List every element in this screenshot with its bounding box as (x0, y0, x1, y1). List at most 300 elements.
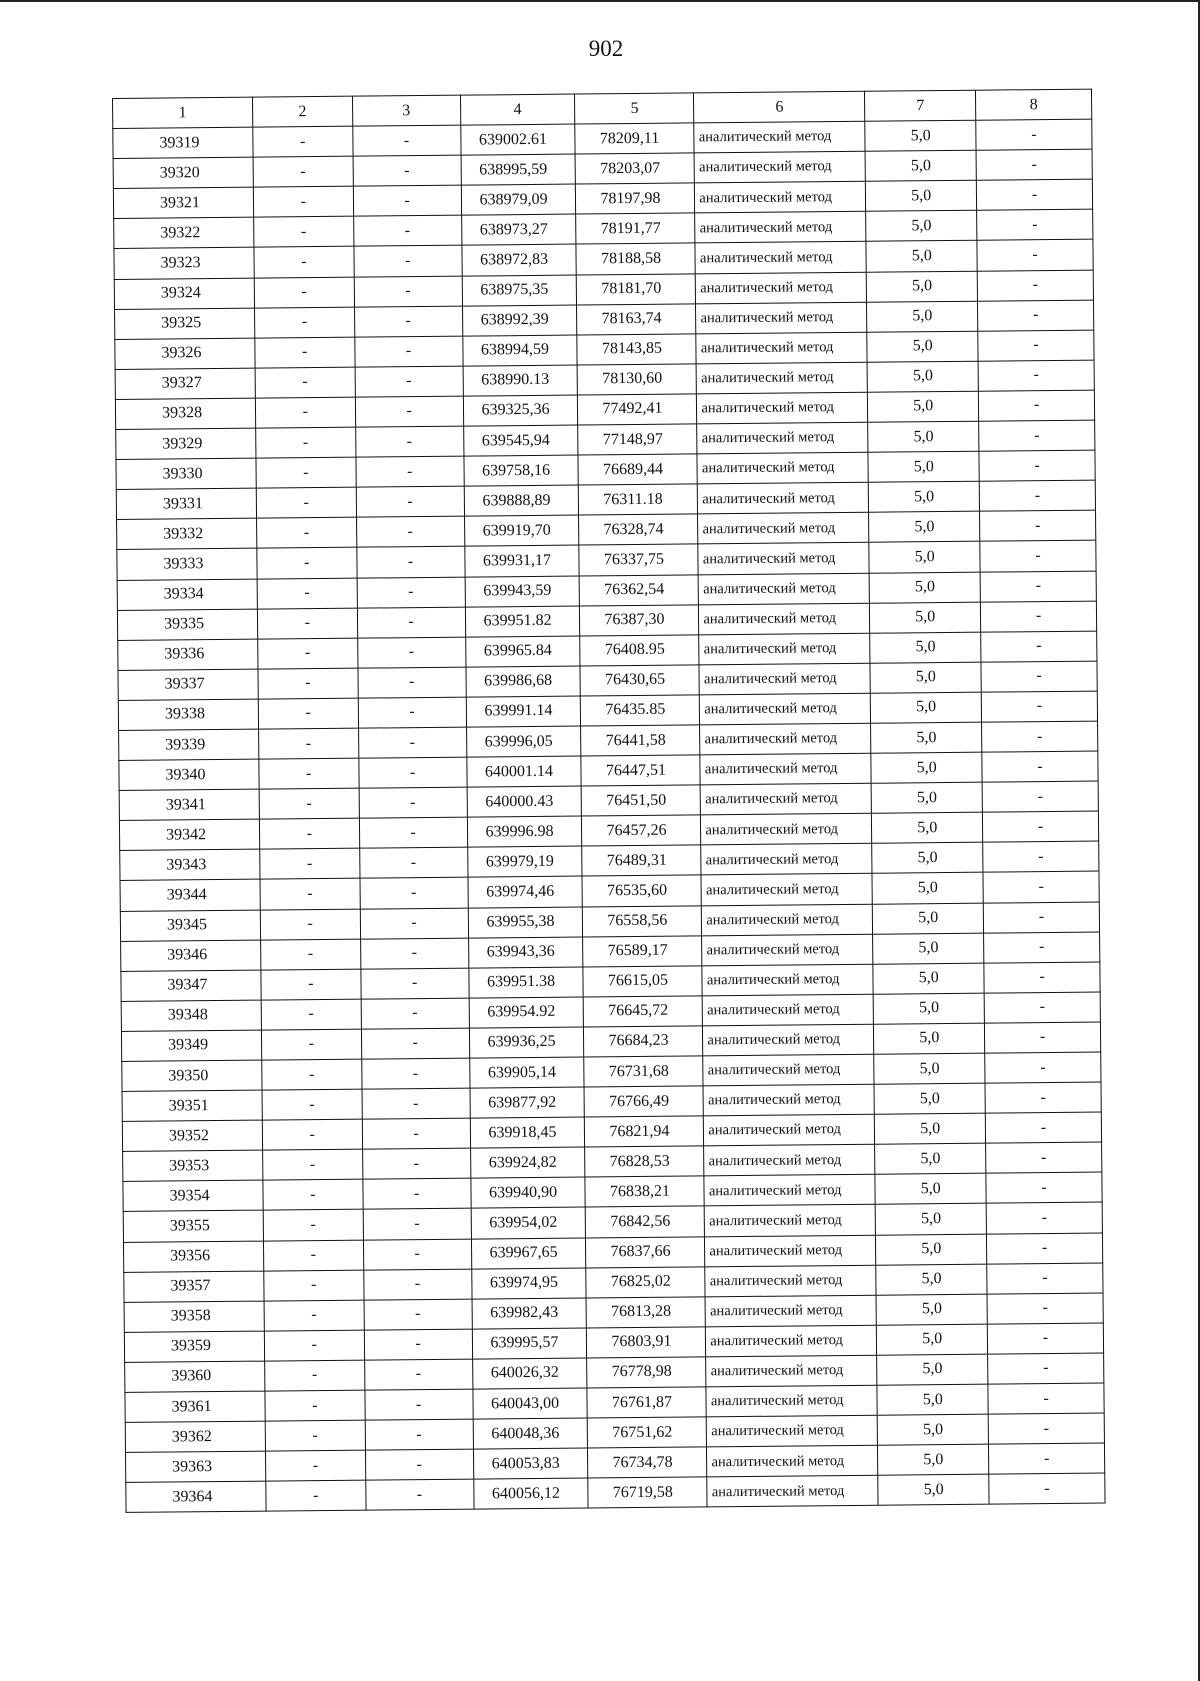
col3-cell: - (357, 577, 465, 608)
col8-cell: - (977, 270, 1093, 301)
col8-cell: - (987, 1323, 1103, 1354)
point-number-cell: 39333 (117, 549, 257, 580)
col8-cell: - (978, 300, 1094, 331)
method-cell: аналитический метод (698, 513, 869, 545)
accuracy-cell: 5,0 (874, 1083, 985, 1114)
point-number-cell: 39355 (123, 1211, 263, 1242)
point-number-cell: 39354 (123, 1180, 263, 1211)
coordinates-table (112, 89, 1106, 1514)
y-coordinate-cell: 76821,94 (585, 1116, 704, 1147)
col3-cell: - (362, 1088, 470, 1119)
point-number-cell: 39364 (126, 1481, 266, 1512)
accuracy-cell: 5,0 (872, 843, 983, 874)
y-coordinate-cell: 76387,30 (580, 604, 699, 635)
col3-cell: - (358, 727, 466, 758)
col2-cell: - (259, 758, 359, 789)
y-coordinate-cell: 76778,98 (587, 1357, 706, 1388)
method-cell: аналитический метод (701, 813, 872, 845)
col3-cell: - (353, 185, 461, 216)
method-cell: аналитический метод (701, 874, 872, 906)
method-cell: аналитический метод (706, 1355, 877, 1387)
y-coordinate-cell: 76751,62 (588, 1417, 707, 1448)
accuracy-cell: 5,0 (875, 1113, 986, 1144)
y-coordinate-cell: 78181,70 (577, 273, 696, 304)
method-cell: аналитический метод (694, 151, 865, 183)
y-coordinate-cell: 76451,50 (582, 785, 701, 816)
col3-cell: - (365, 1389, 473, 1420)
method-cell: аналитический метод (704, 1114, 875, 1146)
col2-cell: - (258, 668, 358, 699)
col8-cell: - (981, 691, 1097, 722)
x-coordinate-cell: 639924,82 (470, 1147, 585, 1178)
y-coordinate-cell: 76731,68 (584, 1056, 703, 1087)
col3-cell: - (365, 1419, 473, 1450)
x-coordinate-cell: 639982,43 (472, 1298, 587, 1329)
point-number-cell: 39349 (121, 1030, 261, 1061)
col3-cell: - (355, 336, 463, 367)
x-coordinate-cell: 639951.38 (468, 967, 583, 998)
col8-cell: - (982, 781, 1098, 812)
accuracy-cell: 5,0 (873, 933, 984, 964)
col3-cell: - (363, 1269, 471, 1300)
col2-cell: - (260, 909, 360, 940)
col3-cell: - (366, 1479, 474, 1510)
point-number-cell: 39351 (122, 1090, 262, 1121)
col3-cell: - (361, 968, 469, 999)
x-coordinate-cell: 639936,25 (469, 1027, 584, 1058)
x-coordinate-cell: 639967,65 (471, 1238, 586, 1269)
column-header: 6 (694, 91, 865, 123)
col8-cell: - (982, 721, 1098, 752)
col3-cell: - (360, 908, 468, 939)
x-coordinate-cell: 639758,16 (463, 455, 578, 486)
col3-cell: - (361, 1058, 469, 1089)
col3-cell: - (357, 637, 465, 668)
point-number-cell: 39330 (116, 458, 256, 489)
col2-cell: - (257, 608, 357, 639)
col3-cell: - (363, 1178, 471, 1209)
col2-cell: - (264, 1330, 364, 1361)
col2-cell: - (260, 849, 360, 880)
point-number-cell: 39350 (122, 1060, 262, 1091)
method-cell: аналитический метод (695, 242, 866, 274)
col8-cell: - (979, 390, 1095, 421)
column-header: 8 (976, 89, 1092, 120)
method-cell: аналитический метод (703, 994, 874, 1026)
method-cell: аналитический метод (699, 573, 870, 605)
x-coordinate-cell: 639931,17 (464, 545, 579, 576)
method-cell: аналитический метод (697, 422, 868, 454)
y-coordinate-cell: 76825,02 (586, 1267, 705, 1298)
x-coordinate-cell: 639888,89 (464, 485, 579, 516)
col2-cell: - (261, 969, 361, 1000)
col2-cell: - (259, 818, 359, 849)
x-coordinate-cell: 639951.82 (465, 606, 580, 637)
col8-cell: - (987, 1233, 1103, 1264)
accuracy-cell: 5,0 (878, 1444, 989, 1475)
x-coordinate-cell: 639974,46 (468, 876, 583, 907)
accuracy-cell: 5,0 (865, 150, 976, 181)
accuracy-cell: 5,0 (874, 1053, 985, 1084)
col2-cell: - (258, 638, 358, 669)
col2-cell: - (259, 788, 359, 819)
method-cell: аналитический метод (699, 603, 870, 635)
y-coordinate-cell: 78191,77 (576, 213, 695, 244)
col3-cell: - (354, 276, 462, 307)
point-number-cell: 39363 (126, 1451, 266, 1482)
y-coordinate-cell: 76457,26 (582, 815, 701, 846)
y-coordinate-cell: 78203,07 (576, 153, 695, 184)
col2-cell: - (256, 427, 356, 458)
accuracy-cell: 5,0 (867, 331, 978, 362)
col2-cell: - (253, 126, 353, 157)
x-coordinate-cell: 639002.61 (460, 124, 575, 155)
col8-cell: - (980, 571, 1096, 602)
point-number-cell: 39362 (125, 1421, 265, 1452)
col3-cell: - (353, 155, 461, 186)
col8-cell: - (981, 631, 1097, 662)
col8-cell: - (983, 841, 1099, 872)
accuracy-cell: 5,0 (867, 301, 978, 332)
y-coordinate-cell: 76842,56 (586, 1206, 705, 1237)
col3-cell: - (358, 667, 466, 698)
col3-cell: - (360, 878, 468, 909)
accuracy-cell: 5,0 (867, 361, 978, 392)
method-cell: аналитический метод (696, 302, 867, 334)
y-coordinate-cell: 76615,05 (583, 966, 702, 997)
col8-cell: - (985, 1052, 1101, 1083)
col2-cell: - (260, 879, 360, 910)
col8-cell: - (979, 420, 1095, 451)
point-number-cell: 39325 (115, 308, 255, 339)
accuracy-cell: 5,0 (873, 963, 984, 994)
col2-cell: - (254, 217, 354, 248)
y-coordinate-cell: 76430,65 (580, 665, 699, 696)
col2-cell: - (261, 1029, 361, 1060)
y-coordinate-cell: 78130,60 (578, 364, 697, 395)
y-coordinate-cell: 76311.18 (579, 484, 698, 515)
col2-cell: - (263, 1210, 363, 1241)
point-number-cell: 39334 (117, 579, 257, 610)
accuracy-cell: 5,0 (875, 1174, 986, 1205)
col3-cell: - (364, 1359, 472, 1390)
x-coordinate-cell: 639979,19 (467, 846, 582, 877)
y-coordinate-cell: 76719,58 (588, 1477, 707, 1508)
point-number-cell: 39324 (114, 278, 254, 309)
method-cell: аналитический метод (700, 723, 871, 755)
col3-cell: - (361, 1028, 469, 1059)
method-cell: аналитический метод (698, 482, 869, 514)
accuracy-cell: 5,0 (873, 993, 984, 1024)
col2-cell: - (258, 698, 358, 729)
method-cell: аналитический метод (696, 332, 867, 364)
x-coordinate-cell: 639940,90 (470, 1177, 585, 1208)
accuracy-cell: 5,0 (877, 1354, 988, 1385)
point-number-cell: 39346 (121, 940, 261, 971)
method-cell: аналитический метод (703, 1084, 874, 1116)
accuracy-cell: 5,0 (876, 1264, 987, 1295)
accuracy-cell: 5,0 (876, 1204, 987, 1235)
x-coordinate-cell: 640001.14 (466, 756, 581, 787)
point-number-cell: 39359 (124, 1331, 264, 1362)
x-coordinate-cell: 640053,83 (473, 1448, 588, 1479)
point-number-cell: 39348 (121, 1000, 261, 1031)
col8-cell: - (986, 1172, 1102, 1203)
col3-cell: - (361, 998, 469, 1029)
col8-cell: - (986, 1142, 1102, 1173)
point-number-cell: 39321 (113, 187, 253, 218)
x-coordinate-cell: 639974,95 (471, 1268, 586, 1299)
col8-cell: - (977, 240, 1093, 271)
point-number-cell: 39353 (123, 1150, 263, 1181)
accuracy-cell: 5,0 (865, 120, 976, 151)
y-coordinate-cell: 76447,51 (581, 755, 700, 786)
y-coordinate-cell: 76803,91 (587, 1327, 706, 1358)
y-coordinate-cell: 76684,23 (584, 1026, 703, 1057)
col8-cell: - (986, 1203, 1102, 1234)
y-coordinate-cell: 76589,17 (583, 936, 702, 967)
col3-cell: - (363, 1239, 471, 1270)
method-cell: аналитический метод (701, 783, 872, 815)
point-number-cell: 39337 (118, 669, 258, 700)
method-cell: аналитический метод (705, 1205, 876, 1237)
y-coordinate-cell: 77492,41 (578, 394, 697, 425)
col3-cell: - (365, 1449, 473, 1480)
y-coordinate-cell: 76766,49 (584, 1086, 703, 1117)
y-coordinate-cell: 76435.85 (581, 695, 700, 726)
x-coordinate-cell: 639954,02 (471, 1207, 586, 1238)
accuracy-cell: 5,0 (872, 812, 983, 843)
x-coordinate-cell: 640056,12 (473, 1478, 588, 1509)
method-cell: аналитический метод (697, 452, 868, 484)
col8-cell: - (985, 1022, 1101, 1053)
col3-cell: - (362, 1118, 470, 1149)
accuracy-cell: 5,0 (866, 241, 977, 272)
point-number-cell: 39327 (115, 368, 255, 399)
column-header: 1 (113, 97, 253, 128)
method-cell: аналитический метод (699, 633, 870, 665)
col2-cell: - (262, 1059, 362, 1090)
col8-cell: - (987, 1293, 1103, 1324)
column-header: 4 (460, 94, 575, 125)
col2-cell: - (254, 277, 354, 308)
col2-cell: - (264, 1300, 364, 1331)
method-cell: аналитический метод (702, 904, 873, 936)
col3-cell: - (362, 1148, 470, 1179)
y-coordinate-cell: 76558,56 (583, 905, 702, 936)
x-coordinate-cell: 639954.92 (469, 997, 584, 1028)
col8-cell: - (979, 450, 1095, 481)
col2-cell: - (256, 517, 356, 548)
x-coordinate-cell: 638972,83 (461, 245, 576, 276)
method-cell: аналитический метод (702, 934, 873, 966)
col8-cell: - (976, 119, 1092, 150)
accuracy-cell: 5,0 (871, 722, 982, 753)
col3-cell: - (357, 547, 465, 578)
y-coordinate-cell: 76828,53 (585, 1146, 704, 1177)
col3-cell: - (356, 516, 464, 547)
col2-cell: - (262, 1149, 362, 1180)
col8-cell: - (984, 932, 1100, 963)
point-number-cell: 39356 (123, 1241, 263, 1272)
x-coordinate-cell: 640000.43 (467, 786, 582, 817)
y-coordinate-cell: 76362,54 (580, 574, 699, 605)
x-coordinate-cell: 639996,05 (466, 726, 581, 757)
point-number-cell: 39341 (119, 789, 259, 820)
point-number-cell: 39335 (117, 609, 257, 640)
col8-cell: - (981, 601, 1097, 632)
col8-cell: - (980, 510, 1096, 541)
col2-cell: - (255, 337, 355, 368)
y-coordinate-cell: 78163,74 (577, 304, 696, 335)
col2-cell: - (265, 1420, 365, 1451)
col3-cell: - (354, 246, 462, 277)
col2-cell: - (263, 1240, 363, 1271)
point-number-cell: 39338 (118, 699, 258, 730)
y-coordinate-cell: 78143,85 (577, 334, 696, 365)
point-number-cell: 39320 (113, 157, 253, 188)
method-cell: аналитический метод (695, 212, 866, 244)
column-header: 7 (865, 90, 976, 121)
point-number-cell: 39360 (125, 1361, 265, 1392)
x-coordinate-cell: 638979,09 (461, 184, 576, 215)
col8-cell: - (988, 1383, 1104, 1414)
x-coordinate-cell: 639943,59 (465, 576, 580, 607)
col2-cell: - (264, 1270, 364, 1301)
y-coordinate-cell: 76761,87 (587, 1387, 706, 1418)
method-cell: аналитический метод (705, 1235, 876, 1267)
col3-cell: - (356, 456, 464, 487)
y-coordinate-cell: 76441,58 (581, 725, 700, 756)
col3-cell: - (357, 607, 465, 638)
point-number-cell: 39344 (120, 880, 260, 911)
y-coordinate-cell: 76408.95 (580, 635, 699, 666)
point-number-cell: 39352 (122, 1120, 262, 1151)
col3-cell: - (359, 847, 467, 878)
col8-cell: - (983, 871, 1099, 902)
method-cell: аналитический метод (696, 362, 867, 394)
method-cell: аналитический метод (698, 543, 869, 575)
y-coordinate-cell: 76337,75 (579, 544, 698, 575)
col8-cell: - (983, 811, 1099, 842)
col8-cell: - (978, 330, 1094, 361)
col2-cell: - (256, 457, 356, 488)
col3-cell: - (360, 938, 468, 969)
method-cell: аналитический метод (702, 964, 873, 996)
accuracy-cell: 5,0 (869, 481, 980, 512)
method-cell: аналитический метод (696, 272, 867, 304)
method-cell: аналитический метод (705, 1295, 876, 1327)
x-coordinate-cell: 639919,70 (464, 515, 579, 546)
col8-cell: - (989, 1473, 1105, 1504)
col2-cell: - (265, 1360, 365, 1391)
point-number-cell: 39319 (113, 127, 253, 158)
page-number: 902 (588, 36, 624, 61)
accuracy-cell: 5,0 (866, 211, 977, 242)
accuracy-cell: 5,0 (869, 512, 980, 543)
method-cell: аналитический метод (703, 1054, 874, 1086)
method-cell: аналитический метод (695, 182, 866, 214)
y-coordinate-cell: 76489,31 (582, 845, 701, 876)
point-number-cell: 39339 (119, 729, 259, 760)
col3-cell: - (364, 1299, 472, 1330)
accuracy-cell: 5,0 (877, 1324, 988, 1355)
method-cell: аналитический метод (697, 392, 868, 424)
point-number-cell: 39361 (125, 1391, 265, 1422)
point-number-cell: 39357 (124, 1271, 264, 1302)
col8-cell: - (981, 661, 1097, 692)
column-header: 3 (352, 95, 460, 126)
col8-cell: - (985, 1112, 1101, 1143)
x-coordinate-cell: 639955,38 (468, 907, 583, 938)
x-coordinate-cell: 639877,92 (470, 1087, 585, 1118)
y-coordinate-cell: 76645,72 (584, 996, 703, 1027)
y-coordinate-cell: 78197,98 (576, 183, 695, 214)
accuracy-cell: 5,0 (871, 782, 982, 813)
accuracy-cell: 5,0 (878, 1474, 989, 1505)
accuracy-cell: 5,0 (867, 271, 978, 302)
point-number-cell: 39332 (117, 518, 257, 549)
accuracy-cell: 5,0 (870, 662, 981, 693)
col8-cell: - (988, 1353, 1104, 1384)
method-cell: аналитический метод (699, 663, 870, 695)
col8-cell: - (983, 902, 1099, 933)
col8-cell: - (977, 209, 1093, 240)
x-coordinate-cell: 639545,94 (463, 425, 578, 456)
method-cell: аналитический метод (704, 1145, 875, 1177)
col8-cell: - (980, 540, 1096, 571)
accuracy-cell: 5,0 (871, 692, 982, 723)
point-number-cell: 39345 (120, 910, 260, 941)
col2-cell: - (265, 1390, 365, 1421)
col8-cell: - (987, 1263, 1103, 1294)
accuracy-cell: 5,0 (869, 572, 980, 603)
x-coordinate-cell: 638973,27 (461, 214, 576, 245)
accuracy-cell: 5,0 (876, 1294, 987, 1325)
x-coordinate-cell: 639986,68 (466, 666, 581, 697)
col3-cell: - (356, 486, 464, 517)
method-cell: аналитический метод (706, 1385, 877, 1417)
y-coordinate-cell: 76838,21 (585, 1176, 704, 1207)
point-number-cell: 39328 (115, 398, 255, 429)
method-cell: аналитический метод (700, 693, 871, 725)
accuracy-cell: 5,0 (869, 542, 980, 573)
col8-cell: - (977, 179, 1093, 210)
accuracy-cell: 5,0 (878, 1414, 989, 1445)
method-cell: аналитический метод (706, 1325, 877, 1357)
y-coordinate-cell: 78209,11 (575, 123, 694, 154)
point-number-cell: 39326 (115, 338, 255, 369)
point-number-cell: 39342 (119, 819, 259, 850)
col2-cell: - (261, 999, 361, 1030)
point-number-cell: 39336 (118, 639, 258, 670)
x-coordinate-cell: 640043,00 (472, 1388, 587, 1419)
point-number-cell: 39343 (120, 849, 260, 880)
col2-cell: - (262, 1089, 362, 1120)
col2-cell: - (253, 186, 353, 217)
x-coordinate-cell: 638992,39 (462, 305, 577, 336)
col8-cell: - (982, 751, 1098, 782)
accuracy-cell: 5,0 (868, 451, 979, 482)
col3-cell: - (359, 817, 467, 848)
col2-cell: - (255, 397, 355, 428)
method-cell: аналитический метод (707, 1476, 878, 1508)
column-header: 2 (252, 96, 352, 127)
col8-cell: - (984, 992, 1100, 1023)
col2-cell: - (262, 1119, 362, 1150)
y-coordinate-cell: 76535,60 (582, 875, 701, 906)
accuracy-cell: 5,0 (873, 903, 984, 934)
